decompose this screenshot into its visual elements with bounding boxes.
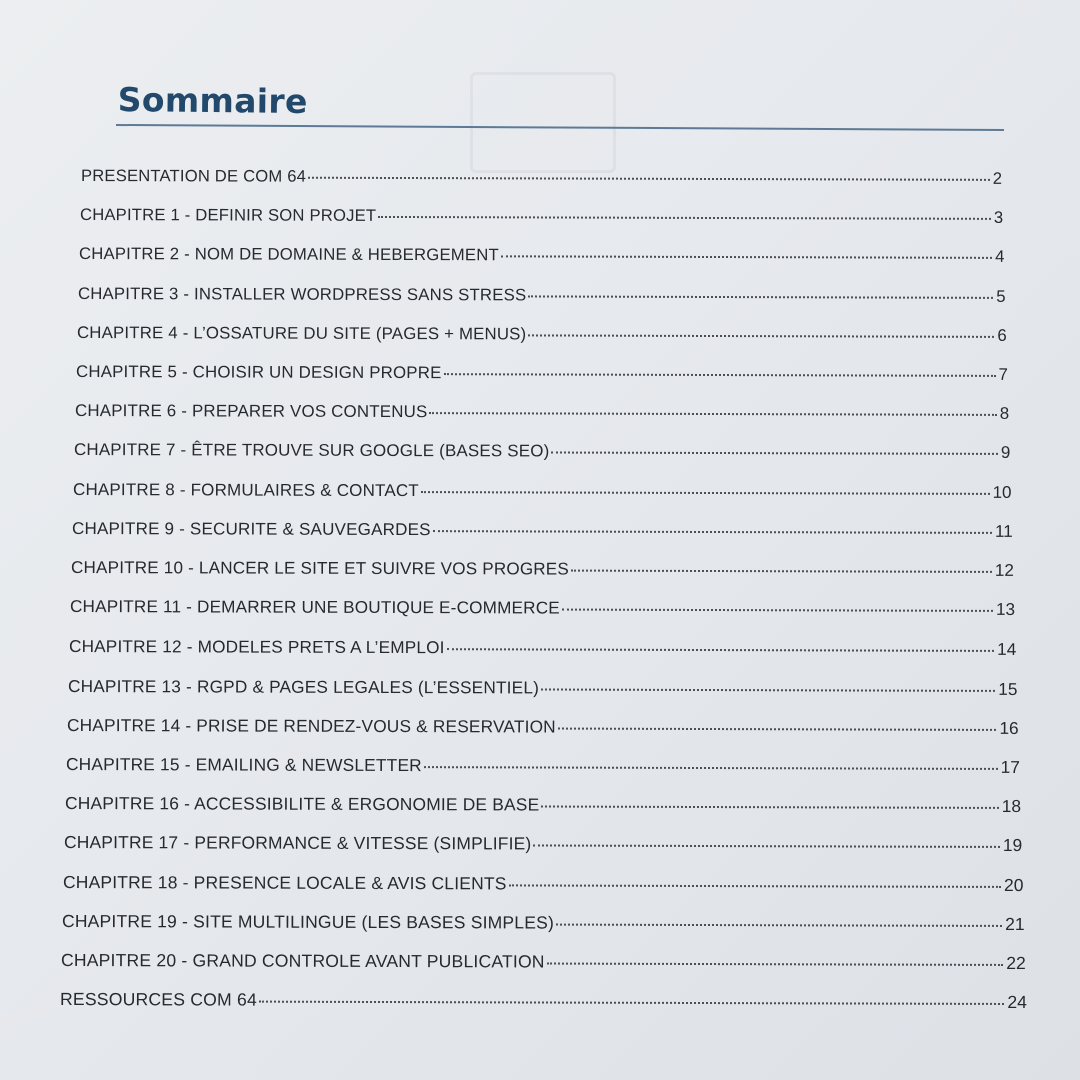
toc-dot-leader <box>421 491 990 495</box>
toc-dot-leader <box>533 845 999 848</box>
toc-dot-leader <box>509 884 1001 888</box>
toc-dot-leader <box>541 806 998 809</box>
toc-entry <box>60 989 1027 1013</box>
toc-entry-label: CHAPITRE 2 - NOM DE DOMAINE & HEBERGEMENT <box>78 244 499 265</box>
toc-entry-page-number: 20 <box>1003 874 1024 895</box>
toc-entry-label: CHAPITRE 5 - CHOISIR UN DESIGN PROPRE <box>75 362 442 383</box>
toc-entry-label: CHAPITRE 3 - INSTALLER WORDPRESS SANS STRESS <box>77 283 527 305</box>
toc-entry-page-number: 13 <box>996 600 1016 620</box>
toc-entry <box>80 205 1003 228</box>
toc-entry-page-number: 16 <box>999 717 1019 738</box>
toc-entry <box>61 950 1026 974</box>
toc-dot-leader <box>259 1001 1004 1005</box>
toc-entry-label: CHAPITRE 8 - FORMULAIRES & CONTACT <box>72 479 419 500</box>
toc-entry-label: CHAPITRE 16 - ACCESSIBILITE & ERGONOMIE DE BASE <box>64 793 540 815</box>
toc-entry-label: CHAPITRE 7 - ÊTRE TROUVE SUR GOOGLE (BASES SEO) <box>73 440 550 461</box>
toc-dot-leader <box>501 256 992 260</box>
toc-entry-label: PRESENTATION DE COM 64 <box>80 166 307 186</box>
toc-entry-page-number: 5 <box>996 286 1006 306</box>
toc-entry-page-number: 7 <box>998 364 1008 384</box>
toc-entry-label: CHAPITRE 17 - PERFORMANCE & VITESSE (SIMPLIFIE) <box>63 832 532 854</box>
toc-dot-leader <box>444 373 996 377</box>
toc-entry-page-number: 24 <box>1007 992 1028 1013</box>
toc-entry <box>66 754 1020 778</box>
toc-entry-label: CHAPITRE 20 - GRAND CONTROLE AVANT PUBLICATION <box>60 950 545 972</box>
toc-entry-page-number: 9 <box>1000 443 1011 463</box>
toc-dot-leader <box>541 688 995 691</box>
toc-dot-leader <box>571 570 992 573</box>
toc-entry-label: CHAPITRE 4 - L’OSSATURE DU SITE (PAGES + MENUS) <box>76 322 527 344</box>
toc-dot-leader <box>447 649 995 653</box>
toc-entry <box>63 872 1023 896</box>
toc-dot-leader <box>528 334 994 337</box>
toc-entry-page-number: 12 <box>994 560 1014 580</box>
toc-entry <box>62 911 1025 935</box>
toc-dot-leader <box>562 609 993 612</box>
toc-dot-leader <box>424 766 998 770</box>
toc-entry-page-number: 22 <box>1006 952 1026 974</box>
toc-entry <box>70 597 1015 620</box>
toc-entry-label: CHAPITRE 1 - DEFINIR SON PROJET <box>79 205 377 226</box>
toc-entry-page-number: 4 <box>995 247 1005 267</box>
toc-dot-leader <box>547 963 1004 966</box>
toc-dot-leader <box>551 452 997 455</box>
toc-entry-label: CHAPITRE 13 - RGPD & PAGES LEGALES (L’ESSENTIEL) <box>67 675 540 698</box>
toc-entry-page-number: 10 <box>992 482 1012 502</box>
toc-entry-label: CHAPITRE 14 - PRISE DE RENDEZ-VOUS & RESERVATION <box>66 714 556 737</box>
toc-entry-label: CHAPITRE 15 - EMAILING & NEWSLETTER <box>65 754 422 776</box>
toc-entry-page-number: 11 <box>994 521 1013 541</box>
page-title: Sommaire <box>117 80 308 121</box>
toc-entry <box>73 480 1012 503</box>
toc-entry-page-number: 6 <box>997 325 1007 345</box>
toc-entry <box>81 166 1002 189</box>
toc-entry-label: CHAPITRE 19 - SITE MULTILINGUE (LES BASES SIMPLES) <box>61 910 555 933</box>
toc-entry <box>77 323 1007 346</box>
toc-dot-leader <box>308 177 990 181</box>
toc-entry <box>69 636 1016 660</box>
toc-entry-page-number: 18 <box>1001 796 1022 817</box>
toc-entry <box>67 715 1019 739</box>
toc-dot-leader <box>556 923 1002 926</box>
toc-entry <box>79 244 1004 267</box>
toc-entry <box>74 440 1010 463</box>
toc-entry-label: RESSOURCES COM 64 <box>59 989 258 1010</box>
toc-dot-leader <box>378 216 991 220</box>
toc-entry-label: CHAPITRE 11 - DEMARRER UNE BOUTIQUE E-COMMERCE <box>69 597 560 618</box>
toc-dot-leader <box>429 412 996 416</box>
toc-entry-page-number: 2 <box>992 168 1003 188</box>
toc-entry-page-number: 8 <box>999 404 1010 424</box>
toc-entry-page-number: 17 <box>1000 756 1020 777</box>
toc-entry <box>72 519 1013 542</box>
toc-entry <box>78 284 1006 307</box>
toc-dot-leader <box>433 530 992 534</box>
toc-dot-leader <box>528 295 993 298</box>
toc-entry <box>71 558 1014 581</box>
toc-entry-label: CHAPITRE 10 - LANCER LE SITE ET SUIVRE VOS PROGRES <box>70 558 570 579</box>
toc-entry <box>75 401 1009 424</box>
toc-entry-label: CHAPITRE 18 - PRESENCE LOCALE & AVIS CLIENTS <box>62 871 507 893</box>
toc-entry-label: CHAPITRE 12 - MODELES PRETS A L’EMPLOI <box>68 636 445 658</box>
toc-entry-page-number: 14 <box>997 639 1017 660</box>
toc-entry <box>64 832 1022 856</box>
toc-entry <box>76 362 1008 385</box>
toc-entry-label: CHAPITRE 6 - PREPARER VOS CONTENUS <box>74 401 428 422</box>
toc-entry-label: CHAPITRE 9 - SECURITE & SAUVEGARDES <box>71 518 431 539</box>
toc-entry-page-number: 3 <box>993 208 1004 228</box>
toc-entry-page-number: 21 <box>1005 913 1025 934</box>
toc-entry-page-number: 15 <box>998 678 1018 699</box>
toc-entry <box>68 676 1018 700</box>
toc-entry-page-number: 19 <box>1002 835 1023 856</box>
toc-dot-leader <box>558 727 997 730</box>
toc-entry <box>65 793 1021 817</box>
